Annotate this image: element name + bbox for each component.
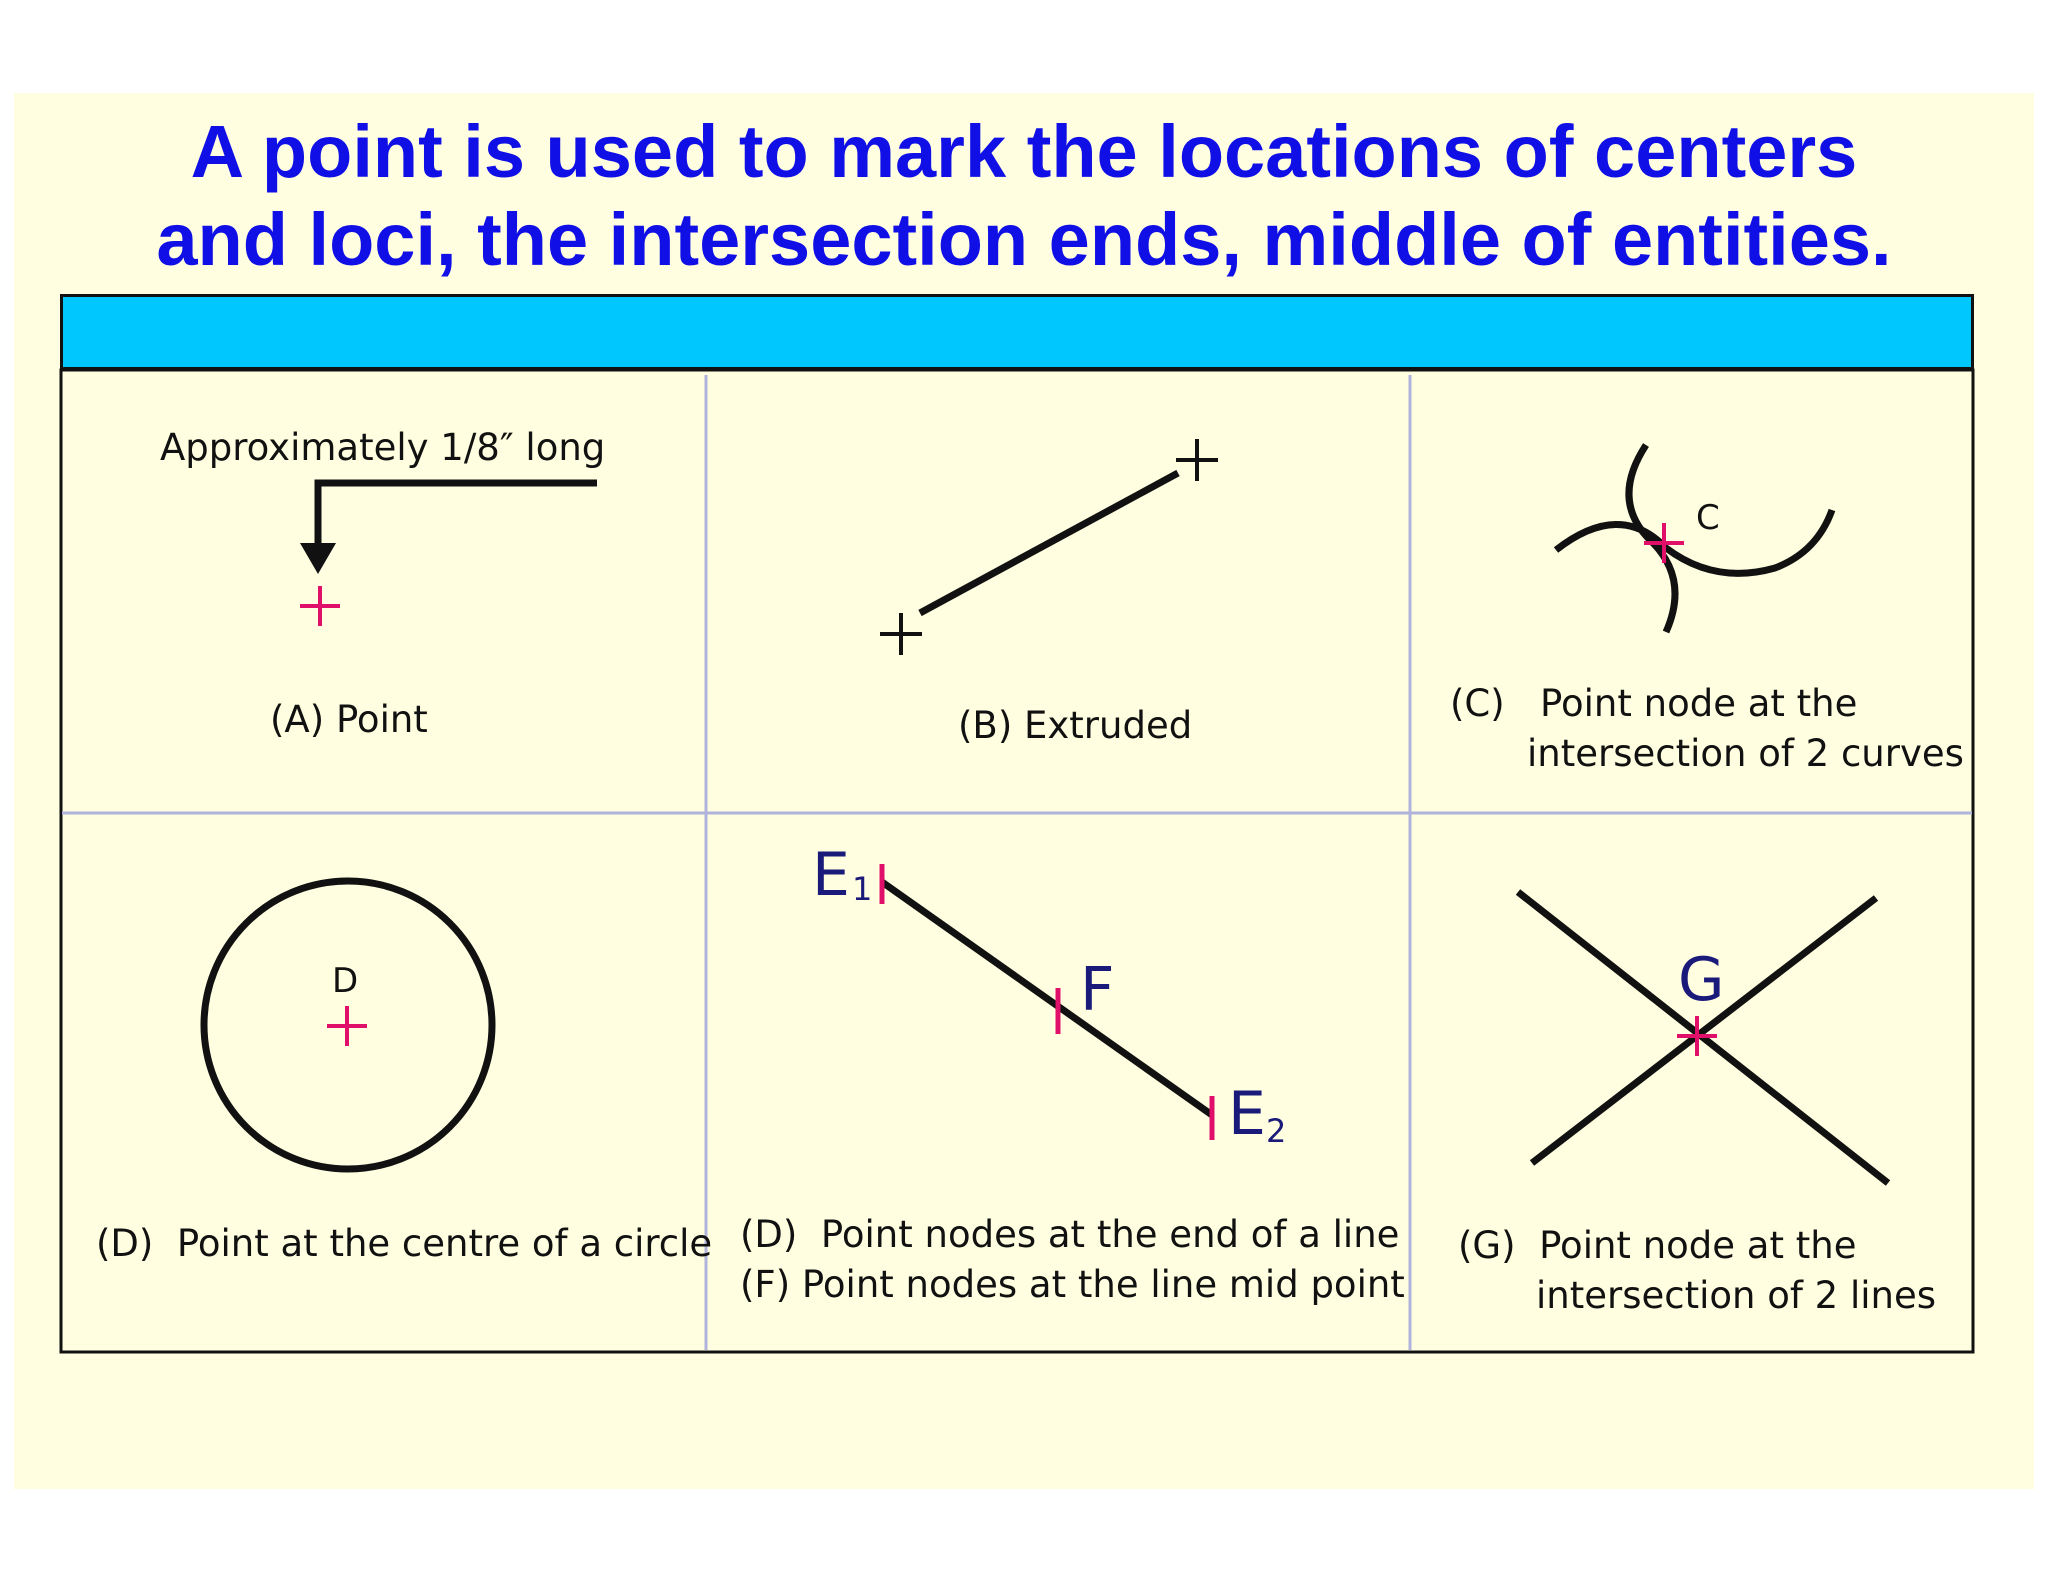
title-line-1: A point is used to mark the locations of centers [190,110,1858,193]
table-border [61,370,1973,1352]
label-f: F [1080,955,1115,1025]
panel-g-lines [1458,892,1936,1317]
panel-c-caption-1: (C) Point node at the [1450,682,1858,725]
panel-d-circle [96,881,712,1265]
point-label-g: G [1678,945,1725,1015]
curve-2 [1556,510,1832,573]
point-marker-a [300,586,340,626]
title-line-2: and loci, the intersection ends, middle of entities. [156,198,1892,281]
panel-a-point [160,426,605,741]
point-marker-d [327,1006,367,1046]
panel-c-curves [1450,445,1964,775]
panel-g-caption-2: intersection of 2 lines [1536,1274,1937,1317]
label-e2-sub: 2 [1266,1112,1287,1150]
panel-d-caption: (D) Point at the centre of a circle [96,1222,713,1265]
label-e1-sub: 1 [852,870,873,908]
leader-arrow-head [300,543,336,574]
panel-c-caption-2: intersection of 2 curves [1527,732,1964,775]
leader-arrow-line [318,483,597,545]
panel-a-caption: (A) Point [270,698,428,741]
point-label-c: C [1696,498,1720,538]
end-marker-1 [880,613,922,655]
point-label-d: D [332,961,359,1001]
end-marker-2 [1176,439,1218,481]
panel-e-line-nodes [740,840,1405,1306]
panel-e-caption-2: (F) Point nodes at the line mid point [740,1263,1405,1306]
panel-b-extruded [880,439,1218,747]
panel-g-caption-1: (G) Point node at the [1458,1224,1857,1267]
panel-a-note: Approximately 1/8″ long [160,426,606,469]
cross-line-2 [1532,898,1876,1163]
panel-b-caption: (B) Extruded [958,704,1193,747]
extruded-line [920,473,1178,613]
table-grid [61,370,1973,1352]
label-e2: E [1228,1079,1266,1149]
panel-e-caption-1: (D) Point nodes at the end of a line [740,1213,1400,1256]
node-line [882,882,1212,1115]
label-e1: E [812,840,850,910]
